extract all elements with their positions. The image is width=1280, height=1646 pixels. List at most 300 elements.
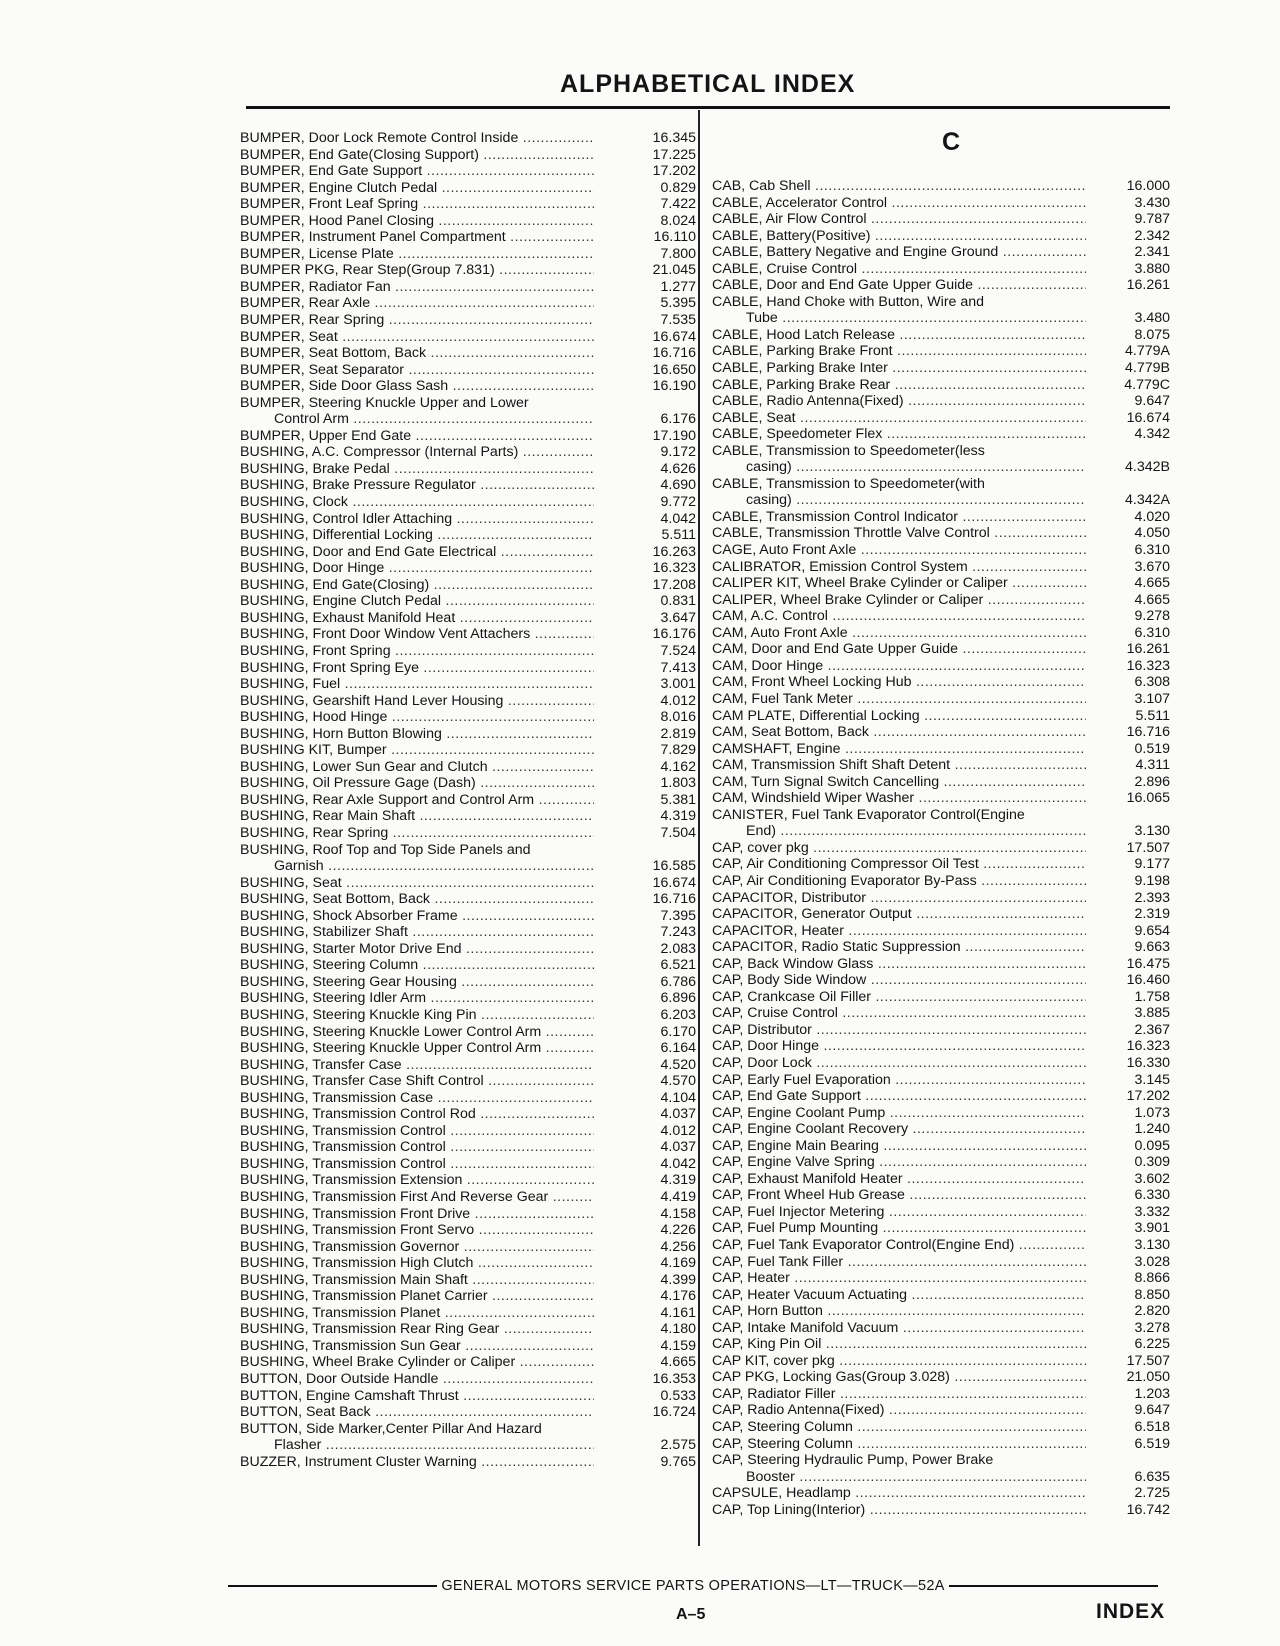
entry-ref-number: 0.831 <box>660 593 696 610</box>
index-entry <box>712 1336 1170 1353</box>
index-entry <box>712 608 1170 625</box>
entry-ref-number: 4.042 <box>660 1155 696 1172</box>
entry-text: CABLE, Radio Antenna(Fixed) ..... <box>712 393 1086 410</box>
index-entry <box>240 742 696 759</box>
index-entry <box>240 941 696 958</box>
entry-text-line1: CAP, Steering Hydraulic Pump, Power Brake <box>712 1452 994 1469</box>
index-entry <box>712 1171 1170 1188</box>
entry-ref-number: 6.176 <box>660 411 696 428</box>
entry-ref-number: 2.319 <box>1134 906 1170 923</box>
entry-text: BUMPER, Engine Clutch Pedal ..... <box>240 180 594 197</box>
index-entry <box>712 542 1170 559</box>
entry-ref-number: 3.885 <box>1134 1005 1170 1022</box>
entry-ref-number: 5.511 <box>661 527 696 544</box>
entry-ref-number: 3.332 <box>1134 1203 1170 1220</box>
entry-text: CAP, Radio Antenna(Fixed) ..... <box>712 1402 1086 1419</box>
index-entry <box>240 1222 696 1239</box>
entry-ref-number: 9.647 <box>1134 393 1170 410</box>
index-entry <box>240 709 696 726</box>
index-entry <box>712 956 1170 973</box>
index-entry <box>240 295 696 312</box>
entry-text: CAP, Front Wheel Hub Grease ..... <box>712 1187 1086 1204</box>
index-entry <box>240 378 696 395</box>
index-entry <box>712 1022 1170 1039</box>
entry-ref-number: 16.345 <box>652 130 696 146</box>
index-entry <box>240 1338 696 1355</box>
index-entry <box>712 1187 1170 1204</box>
index-entry <box>240 1206 696 1223</box>
index-entry <box>712 873 1170 890</box>
entry-ref-number: 9.654 <box>1134 922 1170 939</box>
entry-ref-number: 3.145 <box>1134 1071 1170 1088</box>
index-entry <box>240 974 696 991</box>
index-entry <box>712 1254 1170 1271</box>
entry-text: CAP, Cruise Control ..... <box>712 1005 1086 1022</box>
entry-ref-number: 16.585 <box>652 858 696 875</box>
entry-ref-number: 4.342 <box>1134 426 1170 443</box>
entry-ref-number: 17.507 <box>1126 1352 1170 1369</box>
entry-ref-number: 4.158 <box>660 1205 696 1222</box>
index-entry <box>240 792 696 809</box>
entry-ref-number: 9.663 <box>1134 939 1170 956</box>
entry-text: CABLE, Seat ..... <box>712 410 1086 427</box>
entry-text: BUSHING, Brake Pedal ..... <box>240 461 594 478</box>
entry-ref-number: 3.001 <box>660 676 696 693</box>
index-entry <box>240 1239 696 1256</box>
entry-text-line2: End) ..... <box>712 823 1086 840</box>
entry-text: CAP, Air Conditioning Compressor Oil Test ..... <box>712 856 1086 873</box>
entry-text-line2: casing) ..... <box>712 492 1086 509</box>
entry-ref-number: 1.203 <box>1134 1385 1170 1402</box>
entry-ref-number: 6.203 <box>660 1006 696 1023</box>
index-entry <box>240 527 696 544</box>
entry-text: BUSHING, Door Hinge ..... <box>240 560 594 577</box>
entry-ref-number: 16.323 <box>652 560 696 577</box>
entry-text: BUTTON, Engine Camshaft Thrust ..... <box>240 1388 594 1405</box>
entry-ref-number: 16.742 <box>1126 1501 1170 1518</box>
index-entry <box>240 808 696 825</box>
entry-text: BUMPER PKG, Rear Step(Group 7.831) ..... <box>240 262 594 279</box>
entry-ref-number: 3.647 <box>660 609 696 626</box>
entry-ref-number: 7.243 <box>660 924 696 941</box>
index-entry <box>712 989 1170 1006</box>
index-entry <box>240 1255 696 1272</box>
index-entry <box>712 641 1170 658</box>
entry-text: CAP, Door Hinge ..... <box>712 1038 1086 1055</box>
index-entry <box>240 544 696 561</box>
index-entry <box>240 163 696 180</box>
entry-ref-number: 1.073 <box>1134 1104 1170 1121</box>
entry-text-line1: BUTTON, Side Marker,Center Pillar And Hazard <box>240 1420 542 1437</box>
entry-ref-number: 16.000 <box>1126 178 1170 194</box>
entry-text: BUSHING, Starter Motor Drive End ..... <box>240 941 594 958</box>
index-entry <box>712 509 1170 526</box>
entry-text-line1: BUMPER, Steering Knuckle Upper and Lower <box>240 394 529 411</box>
index-entry <box>712 592 1170 609</box>
entry-text <box>712 294 1086 327</box>
entry-text: CABLE, Battery(Positive) ..... <box>712 228 1086 245</box>
entry-text: BUSHING, A.C. Compressor (Internal Parts) ..... <box>240 444 594 461</box>
entry-ref-number: 4.779C <box>1124 376 1170 393</box>
entry-text-line2: Garnish ..... <box>240 858 594 875</box>
entry-text: CAP, Engine Valve Spring ..... <box>712 1154 1086 1171</box>
entry-text: BUMPER, Instrument Panel Compartment ..... <box>240 229 594 246</box>
entry-text: CABLE, Transmission Control Indicator ..... <box>712 509 1086 526</box>
index-entry <box>240 494 696 511</box>
entry-ref-number: 16.716 <box>652 891 696 908</box>
entry-ref-number: 4.162 <box>660 758 696 775</box>
entry-text: CAP, Steering Column ..... <box>712 1436 1086 1453</box>
entry-text: BUSHING, Transmission Main Shaft ..... <box>240 1272 594 1289</box>
entry-text: CAPSULE, Headlamp ..... <box>712 1485 1086 1502</box>
index-entry <box>240 660 696 677</box>
entry-text: BUSHING, Seat Bottom, Back ..... <box>240 891 594 908</box>
entry-ref-number: 4.256 <box>660 1238 696 1255</box>
entry-text: BUSHING, Clock ..... <box>240 494 594 511</box>
index-entry <box>240 1388 696 1405</box>
entry-ref-number: 6.170 <box>660 1023 696 1040</box>
entry-ref-number: 4.104 <box>660 1089 696 1106</box>
entry-ref-number: 3.107 <box>1134 690 1170 707</box>
index-entry <box>240 990 696 1007</box>
index-entry <box>240 345 696 362</box>
index-entry <box>712 757 1170 774</box>
index-entry <box>712 343 1170 360</box>
entry-ref-number: 4.176 <box>660 1288 696 1305</box>
entry-ref-number: 9.172 <box>660 444 696 461</box>
entry-text: CAP, Air Conditioning Evaporator By-Pass ..... <box>712 873 1086 890</box>
entry-ref-number: 16.176 <box>652 626 696 643</box>
index-entry <box>240 676 696 693</box>
entry-text: CABLE, Battery Negative and Engine Ground ..... <box>712 244 1086 261</box>
entry-ref-number: 2.083 <box>660 940 696 957</box>
entry-ref-number: 1.803 <box>660 775 696 792</box>
entry-text: BUSHING, Transmission Sun Gear ..... <box>240 1338 594 1355</box>
entry-text: BUSHING, Transmission Control Rod ..... <box>240 1106 594 1123</box>
index-entry <box>240 693 696 710</box>
entry-ref-number: 1.758 <box>1134 988 1170 1005</box>
entry-ref-number: 8.850 <box>1134 1286 1170 1303</box>
index-entry <box>712 1320 1170 1337</box>
entry-ref-number: 3.028 <box>1134 1253 1170 1270</box>
entry-text: BUTTON, Door Outside Handle ..... <box>240 1371 594 1388</box>
entry-text: CAP, End Gate Support ..... <box>712 1088 1086 1105</box>
entry-text: CAP, Horn Button ..... <box>712 1303 1086 1320</box>
index-entry <box>712 1138 1170 1155</box>
entry-text: CALIBRATOR, Emission Control System ..... <box>712 559 1086 576</box>
entry-ref-number: 0.519 <box>1134 740 1170 757</box>
index-entry <box>240 908 696 925</box>
entry-text: BUMPER, Side Door Glass Sash ..... <box>240 378 594 395</box>
entry-ref-number: 7.504 <box>660 824 696 841</box>
entry-text: BUSHING, Stabilizer Shaft ..... <box>240 924 594 941</box>
entry-text: BUSHING, Shock Absorber Frame ..... <box>240 908 594 925</box>
entry-ref-number: 16.065 <box>1126 790 1170 807</box>
entry-text: CAMSHAFT, Engine ..... <box>712 741 1086 758</box>
entry-text: BUSHING, Transmission Planet ..... <box>240 1305 594 1322</box>
entry-ref-number: 17.190 <box>652 427 696 444</box>
entry-text: BUMPER, End Gate Support ..... <box>240 163 594 180</box>
index-entry <box>712 575 1170 592</box>
entry-ref-number: 9.278 <box>1134 608 1170 625</box>
index-entry <box>712 658 1170 675</box>
index-entry <box>712 840 1170 857</box>
entry-text <box>712 807 1086 840</box>
entry-text: BUSHING, Transmission Control ..... <box>240 1139 594 1156</box>
entry-ref-number: 4.665 <box>1134 575 1170 592</box>
index-entry <box>712 1121 1170 1138</box>
entry-text-line1: BUSHING, Roof Top and Top Side Panels and <box>240 841 531 858</box>
entry-ref-number: 4.020 <box>1134 508 1170 525</box>
entry-ref-number: 4.050 <box>1134 525 1170 542</box>
entry-ref-number: 4.626 <box>660 460 696 477</box>
index-entry <box>712 674 1170 691</box>
entry-text: CALIPER KIT, Wheel Brake Cylinder or Caliper ..... <box>712 575 1086 592</box>
entry-text: CAP, Engine Main Bearing ..... <box>712 1138 1086 1155</box>
entry-ref-number: 7.800 <box>660 245 696 262</box>
entry-text: CAP, Heater ..... <box>712 1270 1086 1287</box>
entry-text-line1: CABLE, Hand Choke with Button, Wire and <box>712 293 985 310</box>
entry-text: CAP PKG, Locking Gas(Group 3.028) ..... <box>712 1369 1086 1386</box>
index-entry <box>240 229 696 246</box>
entry-text: BUSHING, Transmission Case ..... <box>240 1090 594 1107</box>
index-entry <box>240 1007 696 1024</box>
entry-text: CAP, Distributor ..... <box>712 1022 1086 1039</box>
entry-text <box>240 1421 594 1454</box>
entry-text: BUMPER, Rear Spring ..... <box>240 312 594 329</box>
entry-ref-number: 2.820 <box>1134 1303 1170 1320</box>
index-entry <box>712 1485 1170 1502</box>
index-entry <box>712 1005 1170 1022</box>
index-entry <box>712 410 1170 427</box>
entry-ref-number: 6.225 <box>1134 1336 1170 1353</box>
entry-text: BUSHING, Transfer Case ..... <box>240 1057 594 1074</box>
index-entry <box>240 1040 696 1057</box>
entry-ref-number: 16.674 <box>1126 409 1170 426</box>
entry-ref-number: 4.570 <box>660 1073 696 1090</box>
entry-text <box>240 842 594 875</box>
entry-ref-number: 17.208 <box>652 576 696 593</box>
entry-ref-number: 4.037 <box>660 1106 696 1123</box>
entry-ref-number: 4.419 <box>660 1189 696 1205</box>
entry-text: BUMPER, License Plate ..... <box>240 246 594 263</box>
index-entry <box>712 1402 1170 1419</box>
entry-text: CAP, Back Window Glass ..... <box>712 956 1086 973</box>
index-entry <box>240 130 696 147</box>
page-title: ALPHABETICAL INDEX <box>560 70 856 98</box>
entry-ref-number: 4.319 <box>660 808 696 825</box>
entry-ref-number: 16.261 <box>1126 641 1170 658</box>
index-entry <box>712 790 1170 807</box>
entry-ref-number: 21.045 <box>652 262 696 279</box>
entry-text: BUZZER, Instrument Cluster Warning ..... <box>240 1454 594 1471</box>
entry-ref-number: 2.819 <box>660 725 696 742</box>
index-entry <box>240 726 696 743</box>
entry-text: CABLE, Door and End Gate Upper Guide ..... <box>712 277 1086 294</box>
index-entry <box>712 211 1170 228</box>
entry-text: CABLE, Parking Brake Front ..... <box>712 343 1086 360</box>
entry-text: BUSHING, Differential Locking ..... <box>240 527 594 544</box>
entry-ref-number: 1.277 <box>660 278 696 295</box>
entry-text: CAP, Fuel Injector Metering ..... <box>712 1204 1086 1221</box>
index-entry <box>712 377 1170 394</box>
index-entry <box>240 560 696 577</box>
entry-ref-number: 3.602 <box>1134 1170 1170 1187</box>
entry-text: BUSHING, Transmission High Clutch ..... <box>240 1255 594 1272</box>
entry-ref-number: 4.012 <box>660 692 696 709</box>
index-entry <box>712 708 1170 725</box>
entry-text-line1: CABLE, Transmission to Speedometer(less <box>712 442 985 459</box>
index-entry <box>240 1090 696 1107</box>
index-column-left <box>240 130 696 1470</box>
index-entry <box>712 1353 1170 1370</box>
index-entry <box>712 774 1170 791</box>
index-entry <box>240 957 696 974</box>
entry-text: CAP, Fuel Tank Evaporator Control(Engine End) ..... <box>712 1237 1086 1254</box>
entry-ref-number: 4.399 <box>660 1271 696 1288</box>
index-entry <box>240 461 696 478</box>
footer-text: GENERAL MOTORS SERVICE PARTS OPERATIONS—LT—TRUCK—52A <box>441 1578 945 1594</box>
entry-ref-number: 3.130 <box>1134 823 1170 840</box>
index-entry <box>712 625 1170 642</box>
index-entry <box>240 196 696 213</box>
index-entry <box>712 443 1170 476</box>
entry-ref-number: 16.330 <box>1126 1054 1170 1071</box>
entry-text: BUSHING, Steering Knuckle King Pin ..... <box>240 1007 594 1024</box>
index-entry <box>240 1354 696 1371</box>
entry-text: BUSHING, Transmission Rear Ring Gear ..... <box>240 1321 594 1338</box>
index-entry <box>240 1371 696 1388</box>
entry-ref-number: 7.524 <box>660 642 696 659</box>
index-entry <box>240 1189 696 1206</box>
entry-ref-number: 2.725 <box>1134 1485 1170 1502</box>
index-entry <box>240 147 696 164</box>
index-entry <box>712 1055 1170 1072</box>
entry-text: CABLE, Parking Brake Inter ..... <box>712 360 1086 377</box>
index-entry <box>240 875 696 892</box>
entry-text: BUSHING, Rear Main Shaft ..... <box>240 808 594 825</box>
index-entry <box>712 393 1170 410</box>
index-entry <box>240 262 696 279</box>
entry-text: BUSHING, Steering Idler Arm ..... <box>240 990 594 1007</box>
index-entry <box>712 327 1170 344</box>
footer-rule-right <box>949 1585 1158 1587</box>
entry-text: CAM, Seat Bottom, Back ..... <box>712 724 1086 741</box>
entry-ref-number: 4.042 <box>660 510 696 527</box>
entry-text: CAPACITOR, Heater ..... <box>712 923 1086 940</box>
entry-text: BUSHING, Hood Hinge ..... <box>240 709 594 726</box>
entry-ref-number: 3.278 <box>1134 1319 1170 1336</box>
entry-ref-number: 4.180 <box>660 1321 696 1338</box>
entry-ref-number: 2.393 <box>1134 889 1170 906</box>
entry-text: BUTTON, Seat Back ..... <box>240 1404 594 1421</box>
entry-ref-number: 4.665 <box>660 1354 696 1371</box>
index-entry <box>712 1502 1170 1519</box>
entry-text-line2: Booster ..... <box>712 1469 1086 1486</box>
index-entry <box>712 426 1170 443</box>
index-entry <box>712 939 1170 956</box>
index-entry <box>240 1272 696 1289</box>
entry-text-line1: CABLE, Transmission to Speedometer(with <box>712 475 985 492</box>
index-entry <box>240 1305 696 1322</box>
entry-ref-number: 4.342B <box>1125 459 1170 476</box>
entry-ref-number: 2.575 <box>660 1437 696 1454</box>
entry-ref-number: 9.787 <box>1134 211 1170 228</box>
entry-ref-number: 16.261 <box>1126 277 1170 294</box>
entry-text: BUMPER, Seat Separator ..... <box>240 362 594 379</box>
entry-text: BUSHING, Front Door Window Vent Attachers ..... <box>240 626 594 643</box>
entry-ref-number: 6.330 <box>1134 1187 1170 1204</box>
entry-text: BUSHING KIT, Bumper ..... <box>240 742 594 759</box>
entry-text <box>712 443 1086 476</box>
entry-text: CAP, Intake Manifold Vacuum ..... <box>712 1320 1086 1337</box>
entry-text: BUMPER, Seat Bottom, Back ..... <box>240 345 594 362</box>
entry-text <box>240 395 594 428</box>
entry-ref-number: 8.016 <box>660 709 696 726</box>
entry-text: CABLE, Air Flow Control ..... <box>712 211 1086 228</box>
index-entry <box>712 1419 1170 1436</box>
entry-text: CAM, Fuel Tank Meter ..... <box>712 691 1086 708</box>
entry-ref-number: 17.507 <box>1126 839 1170 856</box>
entry-text: BUSHING, Transmission Control ..... <box>240 1156 594 1173</box>
entry-text: BUSHING, Transmission Planet Carrier ..... <box>240 1288 594 1305</box>
index-column-right <box>712 130 1170 1518</box>
entry-ref-number: 16.190 <box>652 378 696 395</box>
entry-text: BUSHING, Transmission Extension ..... <box>240 1172 594 1189</box>
index-entry <box>712 807 1170 840</box>
entry-text: BUSHING, Gearshift Hand Lever Housing ..... <box>240 693 594 710</box>
entry-text: CAP, King Pin Oil ..... <box>712 1336 1086 1353</box>
entry-text: BUSHING, Transmission Front Drive ..... <box>240 1206 594 1223</box>
entry-ref-number: 4.665 <box>1134 591 1170 608</box>
entry-ref-number: 16.674 <box>652 328 696 345</box>
entry-text: CAM, Turn Signal Switch Cancelling ..... <box>712 774 1086 791</box>
entry-ref-number: 16.475 <box>1126 955 1170 972</box>
entry-ref-number: 3.480 <box>1134 310 1170 327</box>
index-entry <box>240 924 696 941</box>
index-entry <box>712 360 1170 377</box>
entry-ref-number: 4.690 <box>660 477 696 494</box>
entry-text: CAP, Door Lock ..... <box>712 1055 1086 1072</box>
entry-ref-number: 6.518 <box>1134 1419 1170 1436</box>
index-entry <box>712 1105 1170 1122</box>
index-entry <box>240 477 696 494</box>
entry-text-line2: Tube ..... <box>712 310 1086 327</box>
entry-ref-number: 4.779B <box>1125 360 1170 377</box>
entry-text: BUSHING, Wheel Brake Cylinder or Caliper ..... <box>240 1354 594 1371</box>
entry-text: BUSHING, Steering Column ..... <box>240 957 594 974</box>
entry-ref-number: 7.829 <box>660 742 696 759</box>
index-entry <box>240 428 696 445</box>
entry-ref-number: 9.177 <box>1134 856 1170 873</box>
index-entry <box>712 1038 1170 1055</box>
entry-text: CAP, Steering Column ..... <box>712 1419 1086 1436</box>
entry-text: BUSHING, Transfer Case Shift Control ..... <box>240 1073 594 1090</box>
entry-ref-number: 4.342A <box>1125 492 1170 509</box>
index-entry <box>712 1237 1170 1254</box>
entry-ref-number: 6.164 <box>660 1040 696 1057</box>
entry-ref-number: 16.716 <box>1126 724 1170 741</box>
index-entry <box>240 362 696 379</box>
index-entry <box>240 1024 696 1041</box>
entry-text: CAM, Door Hinge ..... <box>712 658 1086 675</box>
index-entry <box>240 842 696 875</box>
entry-ref-number: 4.520 <box>660 1056 696 1073</box>
entry-text: CALIPER, Wheel Brake Cylinder or Caliper ..... <box>712 592 1086 609</box>
entry-text: BUSHING, Front Spring ..... <box>240 643 594 660</box>
entry-ref-number: 5.395 <box>660 295 696 312</box>
entry-ref-number: 7.535 <box>660 312 696 329</box>
